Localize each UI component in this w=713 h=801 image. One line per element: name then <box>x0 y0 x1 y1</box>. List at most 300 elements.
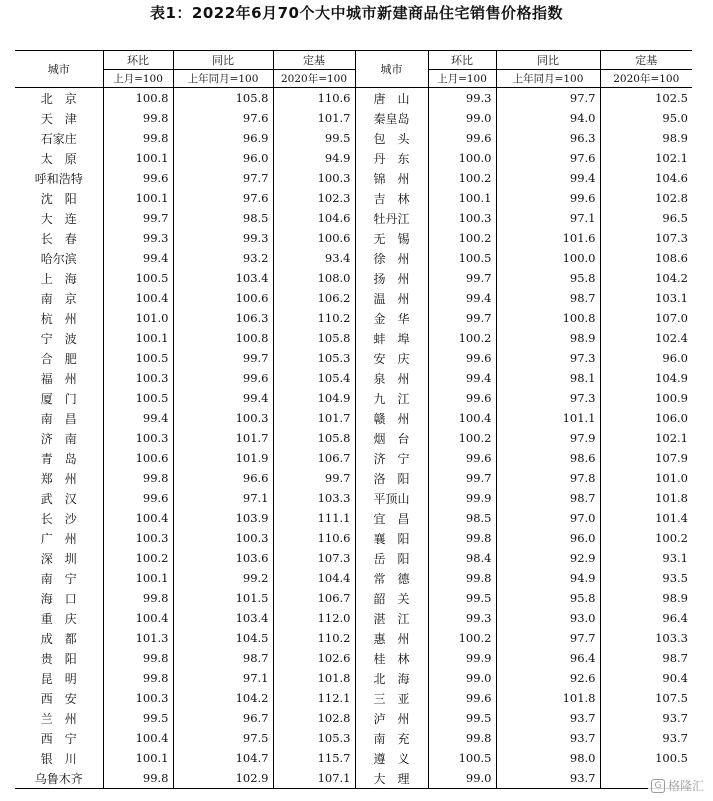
yoy-right-cell: 93.7 <box>496 708 600 728</box>
yoy-left-cell: 100.3 <box>173 408 273 428</box>
price-index-table <box>15 50 692 789</box>
yoy-left-cell: 101.7 <box>173 428 273 448</box>
yoy-left-cell: 99.4 <box>173 388 273 408</box>
fixed-right-cell: 107.9 <box>600 448 692 468</box>
city-right-cell: 常 德 <box>355 568 428 588</box>
yoy-right-cell: 101.1 <box>496 408 600 428</box>
mom-left-cell: 100.3 <box>103 688 173 708</box>
fixed-left-cell: 94.9 <box>273 148 355 168</box>
yoy-right-cell: 96.3 <box>496 128 600 148</box>
mom-right-cell: 99.7 <box>428 308 496 328</box>
mom-left-cell: 100.4 <box>103 288 173 308</box>
yoy-right-cell: 97.3 <box>496 348 600 368</box>
fixed-left-cell: 107.3 <box>273 548 355 568</box>
fixed-left-cell: 93.4 <box>273 248 355 268</box>
yoy-right-cell: 92.9 <box>496 548 600 568</box>
yoy-left-cell: 96.7 <box>173 708 273 728</box>
city-right-cell: 丹 东 <box>355 148 428 168</box>
city-left-cell: 成 都 <box>40 631 77 646</box>
yoy-right-cell: 98.9 <box>496 328 600 348</box>
mom-right-cell: 99.3 <box>428 608 496 628</box>
yoy-left-cell: 106.3 <box>173 308 273 328</box>
yoy-left-cell: 104.5 <box>173 628 273 648</box>
fixed-right-cell: 98.9 <box>600 128 692 148</box>
city-left-cell: 乌鲁木齐 <box>15 768 103 789</box>
yoy-base-right: 上年同月=100 <box>496 70 600 88</box>
mom-right-cell: 100.4 <box>428 408 496 428</box>
table-row <box>15 728 692 748</box>
yoy-left-cell: 103.4 <box>173 268 273 288</box>
fixed-left-cell: 101.7 <box>273 108 355 128</box>
fixed-left-cell: 112.0 <box>273 608 355 628</box>
mom-right-cell: 100.2 <box>428 228 496 248</box>
table-row <box>15 348 692 368</box>
table-title: 表1：2022年6月70个大中城市新建商品住宅销售价格指数 <box>150 4 563 22</box>
yoy-right-cell: 92.6 <box>496 668 600 688</box>
yoy-right-cell: 97.9 <box>496 428 600 448</box>
fixed-left-cell: 105.3 <box>273 348 355 368</box>
city-right-cell: 北 海 <box>355 668 428 688</box>
mom-left-cell: 100.3 <box>103 528 173 548</box>
mom-right-cell: 100.0 <box>428 148 496 168</box>
table-row <box>15 288 692 308</box>
mom-right-cell: 99.4 <box>428 368 496 388</box>
yoy-right-cell: 97.6 <box>496 148 600 168</box>
mom-left-cell: 99.6 <box>103 488 173 508</box>
yoy-right-cell: 93.7 <box>496 768 600 789</box>
fixed-right-cell: 103.1 <box>600 288 692 308</box>
fixed-left-cell: 101.7 <box>273 408 355 428</box>
city-right-cell: 扬 州 <box>355 268 428 288</box>
city-left-cell: 银 川 <box>40 751 77 766</box>
city-right-cell: 三 亚 <box>355 688 428 708</box>
city-left-cell: 长 春 <box>40 231 77 246</box>
table-row <box>15 368 692 388</box>
city-left-cell: 哈尔滨 <box>40 251 77 266</box>
yoy-left-cell: 99.3 <box>173 228 273 248</box>
city-header-left: 城市 <box>15 51 103 88</box>
fixed-right-cell: 103.3 <box>600 628 692 648</box>
mom-left-cell: 100.8 <box>103 88 173 109</box>
mom-left-cell: 99.8 <box>103 668 173 688</box>
mom-right-cell: 98.5 <box>428 508 496 528</box>
fixed-right-cell: 102.5 <box>600 88 692 109</box>
fixed-header-left: 定基 <box>273 51 355 70</box>
yoy-right-cell: 96.4 <box>496 648 600 668</box>
yoy-right-cell: 100.8 <box>496 308 600 328</box>
yoy-right-cell: 98.7 <box>496 488 600 508</box>
mom-right-cell: 99.9 <box>428 648 496 668</box>
mom-left-cell: 100.4 <box>103 728 173 748</box>
city-right-cell: 锦 州 <box>355 168 428 188</box>
mom-left-cell: 100.4 <box>103 508 173 528</box>
yoy-right-cell: 96.0 <box>496 528 600 548</box>
yoy-left-cell: 93.2 <box>173 248 273 268</box>
yoy-left-cell: 97.1 <box>173 488 273 508</box>
city-left-cell: 西 安 <box>40 691 77 706</box>
city-left-cell: 大 连 <box>40 211 77 226</box>
yoy-right-cell: 98.6 <box>496 448 600 468</box>
fixed-right-cell: 102.1 <box>600 428 692 448</box>
yoy-left-cell: 97.5 <box>173 728 273 748</box>
fixed-right-cell: 95.0 <box>600 108 692 128</box>
city-right-cell: 温 州 <box>355 288 428 308</box>
mom-left-cell: 99.4 <box>103 408 173 428</box>
mom-left-cell: 99.6 <box>103 168 173 188</box>
mom-right-cell: 100.1 <box>428 188 496 208</box>
mom-left-cell: 99.8 <box>103 468 173 488</box>
yoy-left-cell: 99.2 <box>173 568 273 588</box>
table-row <box>15 208 692 228</box>
mom-right-cell: 99.0 <box>428 768 496 789</box>
mom-base-left: 上月=100 <box>103 70 173 88</box>
fixed-left-cell: 99.7 <box>273 468 355 488</box>
mom-right-cell: 99.5 <box>428 708 496 728</box>
city-right-cell: 岳 阳 <box>355 548 428 568</box>
yoy-left-cell: 96.0 <box>173 148 273 168</box>
city-right-cell: 吉 林 <box>355 188 428 208</box>
table-row <box>15 568 692 588</box>
watermark-text: 格隆汇 <box>667 779 704 793</box>
mom-left-cell: 100.5 <box>103 268 173 288</box>
fixed-right-cell: 102.4 <box>600 328 692 348</box>
city-left-cell: 南 昌 <box>40 411 77 426</box>
yoy-left-cell: 97.7 <box>173 168 273 188</box>
mom-header-right: 环比 <box>428 51 496 70</box>
fixed-right-cell: 102.1 <box>600 148 692 168</box>
mom-right-cell: 98.4 <box>428 548 496 568</box>
city-right-cell: 韶 关 <box>355 588 428 608</box>
yoy-right-cell: 97.3 <box>496 388 600 408</box>
table-row <box>15 128 692 148</box>
yoy-right-cell: 97.7 <box>496 88 600 109</box>
table-row <box>15 608 692 628</box>
city-right-cell: 烟 台 <box>355 428 428 448</box>
table-row <box>15 768 692 789</box>
city-right-cell: 平顶山 <box>355 488 428 508</box>
yoy-right-cell: 99.6 <box>496 188 600 208</box>
city-right-cell: 惠 州 <box>355 628 428 648</box>
fixed-right-cell: 104.9 <box>600 368 692 388</box>
fixed-left-cell: 105.8 <box>273 328 355 348</box>
city-left-cell: 武 汉 <box>40 491 77 506</box>
city-left-cell: 海 口 <box>40 591 77 606</box>
mom-right-cell: 99.6 <box>428 688 496 708</box>
fixed-right-cell: 107.3 <box>600 228 692 248</box>
yoy-left-cell: 101.9 <box>173 448 273 468</box>
fixed-left-cell: 105.8 <box>273 428 355 448</box>
city-left-cell: 宁 波 <box>40 331 77 346</box>
city-left-cell: 长 沙 <box>40 511 77 526</box>
table-row <box>15 448 692 468</box>
fixed-left-cell: 107.1 <box>273 768 355 789</box>
city-right-cell: 九 江 <box>355 388 428 408</box>
fixed-right-cell: 104.2 <box>600 268 692 288</box>
mom-left-cell: 99.8 <box>103 768 173 789</box>
yoy-left-cell: 99.7 <box>173 348 273 368</box>
yoy-left-cell: 105.8 <box>173 88 273 109</box>
mom-right-cell: 100.5 <box>428 248 496 268</box>
yoy-left-cell: 102.9 <box>173 768 273 789</box>
yoy-left-cell: 104.2 <box>173 688 273 708</box>
table-body <box>15 88 692 789</box>
mom-left-cell: 99.8 <box>103 648 173 668</box>
fixed-right-cell: 107.5 <box>600 688 692 708</box>
city-left-cell: 深 圳 <box>40 551 77 566</box>
fixed-left-cell: 104.9 <box>273 388 355 408</box>
city-right-cell: 包 头 <box>355 128 428 148</box>
city-left-cell: 济 南 <box>40 431 77 446</box>
yoy-left-cell: 96.9 <box>173 128 273 148</box>
table-row <box>15 508 692 528</box>
fixed-base-right: 2020年=100 <box>600 70 692 88</box>
table-row <box>15 168 692 188</box>
yoy-base-left: 上年同月=100 <box>173 70 273 88</box>
table-row <box>15 188 692 208</box>
city-left-cell: 沈 阳 <box>40 191 77 206</box>
fixed-left-cell: 103.3 <box>273 488 355 508</box>
fixed-right-cell: 90.4 <box>600 668 692 688</box>
mom-left-cell: 100.1 <box>103 748 173 768</box>
mom-right-cell: 99.7 <box>428 268 496 288</box>
mom-base-right: 上月=100 <box>428 70 496 88</box>
table-row <box>15 328 692 348</box>
fixed-left-cell: 104.6 <box>273 208 355 228</box>
fixed-right-cell: 101.8 <box>600 488 692 508</box>
city-left-cell: 广 州 <box>40 531 77 546</box>
mom-left-cell: 100.3 <box>103 368 173 388</box>
fixed-left-cell: 106.2 <box>273 288 355 308</box>
fixed-right-cell: 98.9 <box>600 588 692 608</box>
mom-right-cell: 99.0 <box>428 668 496 688</box>
table-row <box>15 88 692 109</box>
yoy-left-cell: 103.6 <box>173 548 273 568</box>
city-left-cell: 合 肥 <box>40 351 77 366</box>
mom-right-cell: 99.9 <box>428 488 496 508</box>
table-row <box>15 648 692 668</box>
city-right-cell: 湛 江 <box>355 608 428 628</box>
mom-left-cell: 101.0 <box>103 308 173 328</box>
table-row <box>15 668 692 688</box>
mom-left-cell: 99.3 <box>103 228 173 248</box>
fixed-left-cell: 111.1 <box>273 508 355 528</box>
fixed-header-right: 定基 <box>600 51 692 70</box>
mom-right-cell: 99.6 <box>428 348 496 368</box>
fixed-base-left: 2020年=100 <box>273 70 355 88</box>
mom-right-cell: 99.8 <box>428 528 496 548</box>
city-right-cell: 泸 州 <box>355 708 428 728</box>
fixed-left-cell: 104.4 <box>273 568 355 588</box>
yoy-right-cell: 94.9 <box>496 568 600 588</box>
city-left-cell: 厦 门 <box>40 391 77 406</box>
yoy-left-cell: 100.6 <box>173 288 273 308</box>
mom-header-left: 环比 <box>103 51 173 70</box>
table-row <box>15 428 692 448</box>
city-left-cell: 郑 州 <box>40 471 77 486</box>
mom-left-cell: 100.1 <box>103 188 173 208</box>
city-right-cell: 大 理 <box>355 768 428 789</box>
fixed-left-cell: 102.3 <box>273 188 355 208</box>
fixed-left-cell: 115.7 <box>273 748 355 768</box>
city-left-cell: 昆 明 <box>40 671 77 686</box>
yoy-header-left: 同比 <box>173 51 273 70</box>
yoy-header-right: 同比 <box>496 51 600 70</box>
city-right-cell: 安 庆 <box>355 348 428 368</box>
city-right-cell: 金 华 <box>355 308 428 328</box>
table-row <box>15 108 692 128</box>
fixed-left-cell: 110.2 <box>273 628 355 648</box>
table-row <box>15 468 692 488</box>
fixed-left-cell: 100.3 <box>273 168 355 188</box>
table-row <box>15 708 692 728</box>
mom-right-cell: 99.6 <box>428 388 496 408</box>
city-right-cell: 宜 昌 <box>355 508 428 528</box>
fixed-left-cell: 105.3 <box>273 728 355 748</box>
yoy-right-cell: 100.0 <box>496 248 600 268</box>
fixed-left-cell: 102.8 <box>273 708 355 728</box>
city-left-cell: 石家庄 <box>40 131 77 146</box>
mom-left-cell: 100.1 <box>103 148 173 168</box>
mom-left-cell: 100.5 <box>103 388 173 408</box>
fixed-right-cell: 96.5 <box>600 208 692 228</box>
mom-right-cell: 99.0 <box>428 108 496 128</box>
city-left-cell: 南 宁 <box>40 571 77 586</box>
table-row <box>15 248 692 268</box>
mom-left-cell: 99.8 <box>103 588 173 608</box>
fixed-right-cell: 101.4 <box>600 508 692 528</box>
fixed-right-cell: 93.7 <box>600 708 692 728</box>
city-left-cell: 太 原 <box>40 151 77 166</box>
city-right-cell: 泉 州 <box>355 368 428 388</box>
fixed-left-cell: 108.0 <box>273 268 355 288</box>
fixed-left-cell: 110.2 <box>273 308 355 328</box>
fixed-right-cell: 93.7 <box>600 728 692 748</box>
fixed-right-cell: 98.7 <box>600 648 692 668</box>
watermark-logo <box>648 776 707 795</box>
table-row <box>15 308 692 328</box>
mom-right-cell: 100.5 <box>428 748 496 768</box>
mom-left-cell: 100.6 <box>103 448 173 468</box>
fixed-left-cell: 110.6 <box>273 88 355 109</box>
table-row <box>15 408 692 428</box>
city-right-cell: 洛 阳 <box>355 468 428 488</box>
fixed-right-cell: 102.8 <box>600 188 692 208</box>
fixed-right-cell: 96.4 <box>600 608 692 628</box>
fixed-right-cell: 93.1 <box>600 548 692 568</box>
yoy-left-cell: 104.7 <box>173 748 273 768</box>
fixed-left-cell: 112.1 <box>273 688 355 708</box>
mom-right-cell: 100.2 <box>428 428 496 448</box>
yoy-left-cell: 96.6 <box>173 468 273 488</box>
mom-left-cell: 100.4 <box>103 608 173 628</box>
city-left-cell: 兰 州 <box>40 711 77 726</box>
city-left-cell: 贵 阳 <box>40 651 77 666</box>
mom-right-cell: 99.4 <box>428 288 496 308</box>
fixed-right-cell: 100.9 <box>600 388 692 408</box>
city-left-cell: 北 京 <box>40 91 77 106</box>
mom-right-cell: 100.2 <box>428 168 496 188</box>
city-right-cell: 蚌 埠 <box>355 328 428 348</box>
city-right-cell: 徐 州 <box>355 248 428 268</box>
city-right-cell: 赣 州 <box>355 408 428 428</box>
yoy-left-cell: 97.6 <box>173 108 273 128</box>
fixed-left-cell: 105.4 <box>273 368 355 388</box>
mom-right-cell: 99.8 <box>428 728 496 748</box>
yoy-right-cell: 95.8 <box>496 588 600 608</box>
mom-left-cell: 100.5 <box>103 348 173 368</box>
table-row <box>15 488 692 508</box>
city-right-cell: 襄 阳 <box>355 528 428 548</box>
city-right-cell: 唐 山 <box>355 88 428 109</box>
yoy-left-cell: 103.9 <box>173 508 273 528</box>
fixed-right-cell: 108.6 <box>600 248 692 268</box>
yoy-left-cell: 99.6 <box>173 368 273 388</box>
table-row <box>15 628 692 648</box>
mom-left-cell: 99.5 <box>103 708 173 728</box>
fixed-left-cell: 106.7 <box>273 588 355 608</box>
city-left-cell: 福 州 <box>40 371 77 386</box>
yoy-right-cell: 98.7 <box>496 288 600 308</box>
mom-right-cell: 99.6 <box>428 448 496 468</box>
mom-left-cell: 100.3 <box>103 428 173 448</box>
table-row <box>15 588 692 608</box>
mom-right-cell: 100.2 <box>428 328 496 348</box>
city-left-cell: 杭 州 <box>40 311 77 326</box>
city-left-cell: 青 岛 <box>40 451 77 466</box>
subheader-row <box>15 70 692 88</box>
yoy-left-cell: 103.4 <box>173 608 273 628</box>
fixed-right-cell: 107.0 <box>600 308 692 328</box>
city-right-cell: 遵 义 <box>355 748 428 768</box>
mom-left-cell: 99.8 <box>103 108 173 128</box>
city-right-cell: 济 宁 <box>355 448 428 468</box>
mom-left-cell: 99.7 <box>103 208 173 228</box>
mom-right-cell: 99.7 <box>428 468 496 488</box>
yoy-left-cell: 100.8 <box>173 328 273 348</box>
fixed-right-cell: 106.0 <box>600 408 692 428</box>
city-header-right: 城市 <box>355 51 428 88</box>
fixed-left-cell: 100.6 <box>273 228 355 248</box>
mom-left-cell: 100.1 <box>103 328 173 348</box>
mom-left-cell: 101.3 <box>103 628 173 648</box>
table-row <box>15 748 692 768</box>
table-row <box>15 228 692 248</box>
yoy-left-cell: 100.3 <box>173 528 273 548</box>
header-row <box>15 51 692 70</box>
table-row <box>15 148 692 168</box>
city-right-cell: 秦皇岛 <box>355 108 428 128</box>
city-right-cell: 牡丹江 <box>355 208 428 228</box>
mom-left-cell: 100.1 <box>103 568 173 588</box>
yoy-right-cell: 97.8 <box>496 468 600 488</box>
fixed-right-cell: 93.5 <box>600 568 692 588</box>
yoy-left-cell: 98.7 <box>173 648 273 668</box>
watermark-icon: G <box>651 779 665 793</box>
yoy-left-cell: 97.1 <box>173 668 273 688</box>
city-left-cell: 重 庆 <box>40 611 77 626</box>
table-row <box>15 688 692 708</box>
city-right-cell: 桂 林 <box>355 648 428 668</box>
mom-left-cell: 100.2 <box>103 548 173 568</box>
yoy-left-cell: 97.6 <box>173 188 273 208</box>
yoy-left-cell: 101.5 <box>173 588 273 608</box>
city-right-cell: 无 锡 <box>355 228 428 248</box>
table-row <box>15 548 692 568</box>
fixed-right-cell: 96.0 <box>600 348 692 368</box>
yoy-right-cell: 98.0 <box>496 748 600 768</box>
yoy-right-cell: 97.7 <box>496 628 600 648</box>
yoy-right-cell: 93.0 <box>496 608 600 628</box>
